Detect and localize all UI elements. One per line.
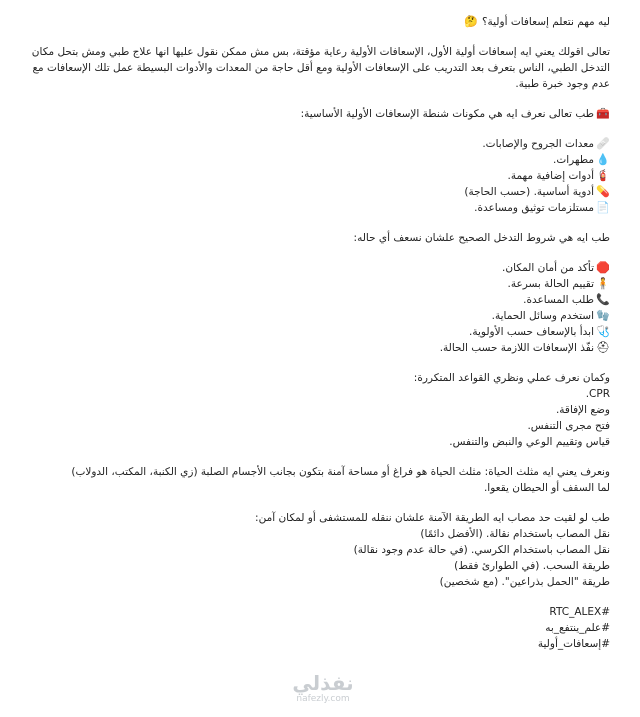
list-item: طريقة السحب. (في الطوارئ فقط) (454, 560, 610, 572)
list-item (20, 200, 610, 216)
rules-heading: وكمان نعرف عملي ونظري القواعد المتكررة: (413, 372, 610, 384)
list-item: CPR. (585, 388, 610, 400)
stop-sign-icon: 🛑 (596, 261, 610, 274)
document-icon: 📄 (596, 201, 610, 214)
list-item (20, 184, 610, 200)
watermark-logo-text: نفذلي (292, 671, 354, 695)
transport-list (20, 526, 610, 590)
rescue-helmet-icon: ⛑ (596, 341, 610, 354)
list-item-text: معدات الجروح والإصابات. (482, 138, 594, 150)
list-item (20, 276, 610, 292)
list-item-text: مستلزمات توثيق ومساعدة. (474, 202, 594, 214)
list-item: نقل المصاب باستخدام نقالة. (الأفضل دائمًا) (420, 528, 610, 540)
list-item (20, 152, 610, 168)
kit-list (20, 136, 610, 216)
conditions-list (20, 260, 610, 356)
nafezly-watermark (278, 672, 368, 704)
hashtag[interactable]: #RTC_ALEX (549, 606, 610, 618)
intro-paragraph: تعالى اقولك يعني ايه إسعافات أولية الأول، الإسعافات الأولية رعاية مؤقتة، بس مش ممكن نقول عليها انها علاج طبي ومش بتحل مكان التدخل الطبي، الناس بتعرف بعد التدريب على الإسعافات الأولية ومع أقل حاجة من المعدات والأدوات البسيطة عمل تلك الإسعافات مع عدم وجود خبرة طبية. (31, 46, 610, 90)
triangle-of-life-paragraph: ونعرف يعني ايه مثلث الحياة: مثلث الحياة هو فراغ أو مساحة آمنة بتكون بجانب الأجسام الصلبة (زي الكنبة، المكتب، الدولاب) (71, 466, 610, 478)
title-text: ليه مهم نتعلم إسعافات أولية؟ (481, 16, 610, 28)
list-item: نقل المصاب باستخدام الكرسي. (في حالة عدم وجود نقالة) (353, 544, 610, 556)
list-item: وضع الإفاقة. (555, 404, 610, 416)
list-item-text: تأكد من أمان المكان. (502, 262, 594, 274)
list-item-text: تقييم الحالة بسرعة. (507, 278, 594, 290)
conditions-heading: طب ايه هي شروط التدخل الصحيح علشان نسعف أي حاله: (353, 232, 610, 244)
list-item-text: نفّذ الإسعافات اللازمة حسب الحالة. (439, 342, 594, 354)
list-item (20, 324, 610, 340)
extinguisher-icon: 🧯 (596, 169, 610, 182)
bandage-icon: 🩹 (596, 137, 610, 150)
list-item: قياس وتقييم الوعي والنبض والتنفس. (449, 436, 610, 448)
triangle-of-life-continuation: لما السقف أو الحيطان يقعوا. (483, 482, 610, 494)
droplet-icon: 💧 (596, 153, 610, 166)
kit-heading (20, 106, 610, 122)
kit-heading-text: طب تعالى نعرف ايه هي مكونات شنطة الإسعافات الأولية الأساسية: (300, 108, 594, 120)
list-item: فتح مجرى التنفس. (527, 420, 610, 432)
list-item (20, 308, 610, 324)
list-item: طريقة "الحمل بذراعين". (مع شخصين) (439, 576, 610, 588)
list-item-text: أدوية أساسية. (حسب الحاجة) (464, 186, 594, 198)
pill-icon: 💊 (596, 185, 610, 198)
hashtag[interactable]: #علم_ينتفع_به (545, 622, 610, 634)
hashtag[interactable]: #إسعافات_أولية (537, 638, 610, 650)
phone-icon: 📞 (596, 293, 610, 306)
stethoscope-icon: 🩺 (596, 325, 610, 338)
transport-heading: طب لو لقيت حد مصاب ايه الطريقة الآمنة علشان ننقله للمستشفى أو لمكان آمن: (255, 512, 610, 524)
list-item-text: استخدم وسائل الحماية. (491, 310, 594, 322)
list-item-text: ابدأ بالإسعاف حسب الأولوية. (469, 326, 594, 338)
toolbox-icon: 🧰 (596, 107, 610, 120)
list-item (20, 136, 610, 152)
list-item-text: طلب المساعدة. (523, 294, 594, 306)
list-item-text: مطهرات. (552, 154, 594, 166)
list-item (20, 260, 610, 276)
watermark-url: nafezly.com (296, 694, 350, 704)
thinking-face-icon: 🤔 (464, 15, 478, 28)
standing-person-icon: 🧍 (596, 277, 610, 290)
rules-list (20, 386, 610, 450)
list-item (20, 168, 610, 184)
list-item-text: أدوات إضافية مهمة. (507, 170, 594, 182)
gloves-icon: 🧤 (596, 309, 610, 322)
post-document (20, 14, 610, 652)
hashtags (20, 604, 610, 652)
title-line (20, 14, 610, 30)
list-item (20, 340, 610, 356)
list-item (20, 292, 610, 308)
